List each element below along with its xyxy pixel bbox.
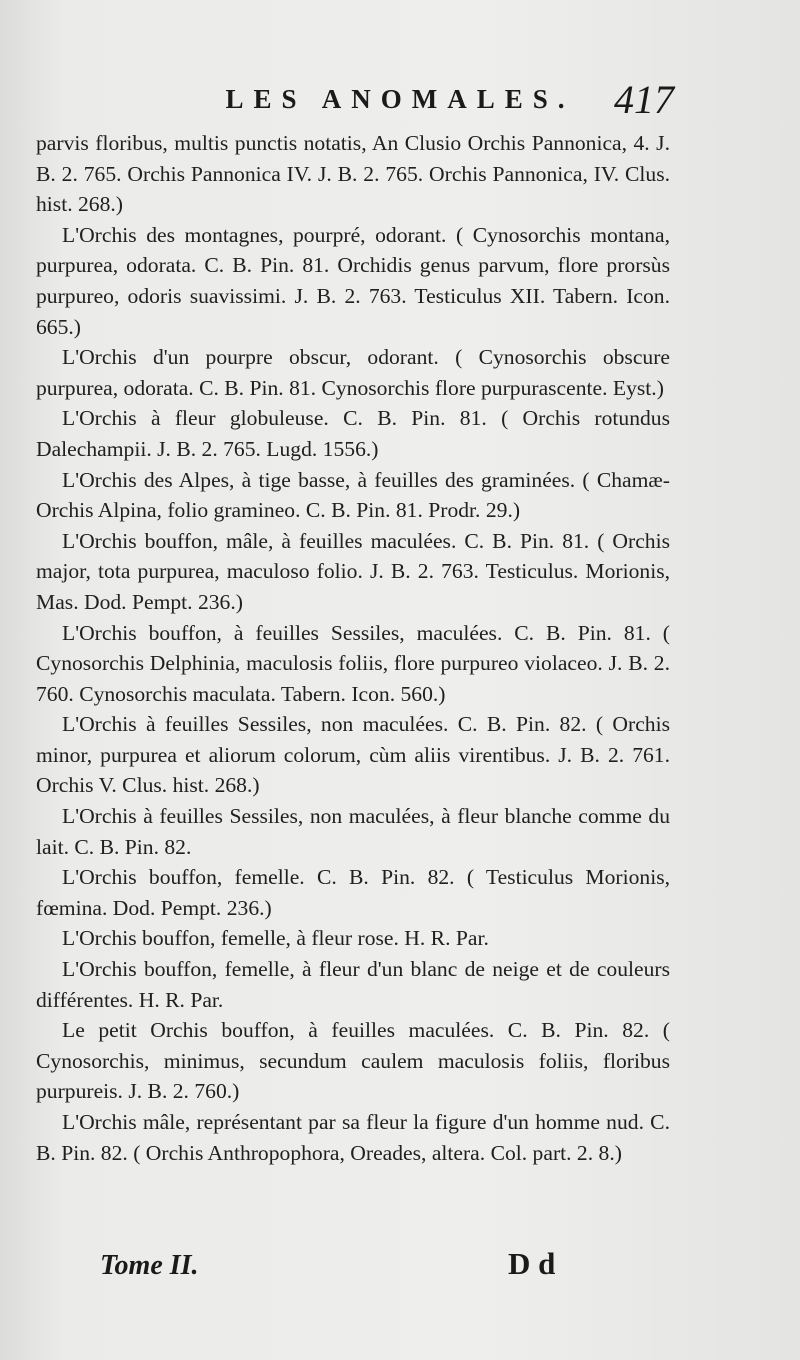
entry-paragraph: L'Orchis à fleur globuleuse. C. B. Pin. 81. ( Orchis rotundus Dalechampii. J. B. 2. 765. Lugd. 1556.) [36, 406, 670, 461]
entry-paragraph: L'Orchis des montagnes, pourpré, odorant. ( Cynosorchis montana, purpurea, odorata. C. B. Pin. 81. Orchidis genus parvum, flore prorsùs purpureo, odoris suavissimi. J. B. 2. 763. Testiculus XII. Tabern. Icon. 665.) [36, 222, 670, 339]
entry-paragraph: Le petit Orchis bouffon, à feuilles maculées. C. B. Pin. 82. ( Cynosorchis, minimus, secundum caulem maculosis foliis, floribus purpureis. J. B. 2. 760.) [36, 1018, 670, 1104]
page-footer [0, 1246, 800, 1296]
running-title: LES ANOMALES. [225, 84, 575, 114]
entry-paragraph: L'Orchis bouffon, femelle. C. B. Pin. 82. ( Testiculus Morionis, fœmina. Dod. Pempt. 236.) [36, 865, 670, 920]
entry-paragraph: L'Orchis mâle, représentant par sa fleur la figure d'un homme nud. C. B. Pin. 82. ( Orchis Anthropophora, Oreades, altera. Col. part. 2. 8.) [36, 1110, 670, 1165]
entry-paragraph: L'Orchis bouffon, femelle, à fleur d'un blanc de neige et de couleurs différentes. H. R. Par. [36, 957, 670, 1012]
entry-paragraph: L'Orchis bouffon, mâle, à feuilles maculées. C. B. Pin. 81. ( Orchis major, tota purpurea, maculoso folio. J. B. 2. 763. Testiculus. Morionis, Mas. Dod. Pempt. 236.) [36, 528, 670, 614]
entry-paragraph: L'Orchis bouffon, à feuilles Sessiles, maculées. C. B. Pin. 81. ( Cynosorchis Delphinia, maculosis foliis, flore purpureo violaceo. J. B. 2. 760. Cynosorchis maculata. Tabern. Icon. 560.) [36, 620, 670, 706]
signature-mark: D d [508, 1246, 556, 1281]
volume-label: Tome II. [100, 1250, 199, 1281]
page-number: 417 [614, 77, 674, 122]
entry-paragraph: L'Orchis à feuilles Sessiles, non maculées. C. B. Pin. 82. ( Orchis minor, purpurea et aliorum colorum, cùm aliis virentibus. J. B. 2. 761. Orchis V. Clus. hist. 268.) [36, 712, 670, 798]
page-header [0, 72, 800, 132]
entry-paragraph: L'Orchis à feuilles Sessiles, non maculées, à fleur blanche comme du lait. C. B. Pin. 82. [36, 804, 670, 859]
entry-paragraph: L'Orchis d'un pourpre obscur, odorant. ( Cynosorchis obscure purpurea, odorata. C. B. Pin. 81. Cynosorchis flore purpurascente. Eyst.) [36, 345, 670, 400]
entry-paragraph: parvis floribus, multis punctis notatis, An Clusio Orchis Pannonica, 4. J. B. 2. 765. Orchis Pannonica IV. J. B. 2. 765. Orchis Pannonica, IV. Clus. hist. 268.) [36, 131, 670, 217]
entry-paragraph: L'Orchis bouffon, femelle, à fleur rose. H. R. Par. [62, 926, 489, 951]
page-body [36, 128, 670, 1168]
entry-paragraph: L'Orchis des Alpes, à tige basse, à feuilles des graminées. ( Chamæ-Orchis Alpina, folio gramineo. C. B. Pin. 81. Prodr. 29.) [36, 467, 670, 523]
